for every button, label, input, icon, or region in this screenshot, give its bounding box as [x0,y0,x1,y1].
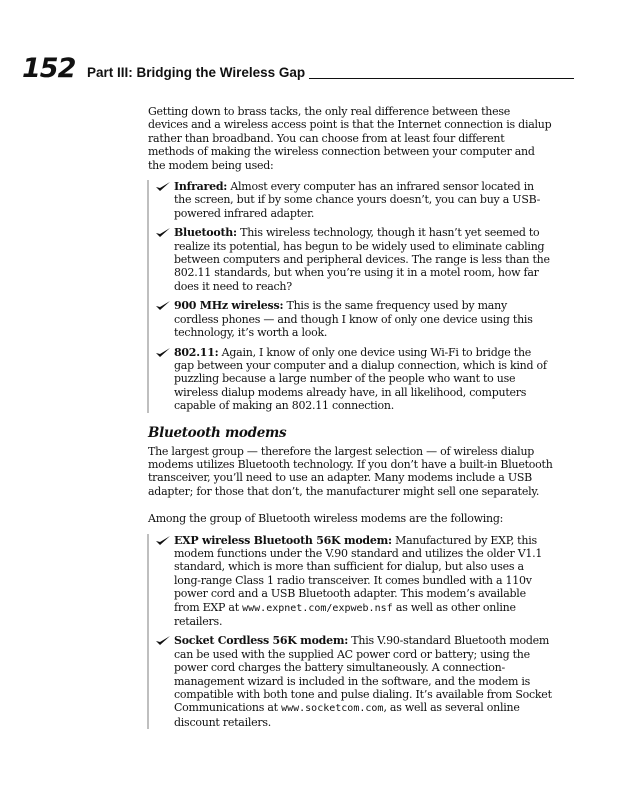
list-item-term: Socket Cordless 56K modem: [174,634,349,648]
checkmark-icon [155,347,171,358]
list-item-text: Again, I know of only one device using Wi-Fi to bridge the gap between your computer and a dialup connection, which is kind of puzzling because a large number of the people who want to use wireless dialup modems already have, in all likelihood, computers capable of making an 802.11 connection. [174,345,547,413]
checkmark-icon [155,300,171,311]
list-item [148,634,553,729]
connection-methods-list [148,180,553,413]
list-item-term: 900 MHz wireless: [174,299,284,313]
list-item-text: This V.90-standard Bluetooth modem can be used with the supplied AC power cord or battery; using the power cord charges the battery simultaneously. A connection-management wizard is included in the software, and the modem is compatible with both tone and pulse dialing. It’s available from Socket Communications at [174,634,552,715]
section-heading: Bluetooth modems [148,424,287,441]
list-item-text: Manufactured by EXP, this modem functions under the V.90 standard and utilizes the older V1.1 standard, which is more than sufficient for dialup, but also uses a long-range Class 1 radio transceiver. It comes bundled with a 110v power cord and a USB Bluetooth adapter. This modem’s available from EXP at [174,533,543,614]
list-item-text: This wireless technology, though it hasn’t yet seemed to realize its potential, has begun to be widely used to eliminate cabling between computers and peripheral devices. The range is less than the 802.11 standards, but when you’re using it in a motel room, how far does it need to reach? [174,226,550,293]
list-item-term: Bluetooth: [174,226,237,240]
list-item-term: 802.11: [174,345,219,359]
list-item [148,226,553,293]
checkmark-icon [155,635,171,646]
checkmark-icon [155,181,171,192]
list-item-text: This is the same frequency used by many cordless phones — and though I know of only one device using this technology, it’s worth a look. [174,299,533,340]
page-body [148,105,553,735]
section-paragraph: The largest group — therefore the largest selection — of wireless dialup modems utilizes Bluetooth technology. If you don’t have a built-in Bluetooth transceiver, you’ll need to use an adapter. Many modems include a USB adapter; for those that don’t, the manufacturer might sell one separately. [148,444,553,498]
section-paragraph: Among the group of Bluetooth wireless modems are the following: [148,512,504,526]
url-link[interactable]: www.socketcom.com [281,703,384,715]
list-item [148,534,553,629]
header-rule [309,78,574,79]
checkmark-icon [155,227,171,238]
intro-paragraph: Getting down to brass tacks, the only real difference between these devices and a wireless access point is that the Internet connection is dialup rather than broadband. You can choose from at least four different methods of making the wireless connection between your computer and the modem being used: [148,105,552,172]
bluetooth-modems-list [148,534,553,730]
list-item [148,346,553,413]
list-item-text: Almost every computer has an infrared sensor located in the screen, but if by some chance yours doesn’t, you can buy a USB-powered infrared adapter. [174,180,541,220]
checkmark-icon [155,535,171,546]
list-item [148,299,553,339]
url-link[interactable]: www.expnet.com/expweb.nsf [242,602,393,614]
page-number: 152 [22,53,76,84]
list-item-term: EXP wireless Bluetooth 56K modem: [174,533,392,547]
running-header [22,54,554,84]
part-title: Part III: Bridging the Wireless Gap [87,65,306,80]
list-item-term: Infrared: [174,180,228,194]
list-item [148,180,553,220]
list-item-tail: as well as other online retailers. [174,600,516,628]
list-item-tail: , as well as several online discount retailers. [174,701,520,729]
